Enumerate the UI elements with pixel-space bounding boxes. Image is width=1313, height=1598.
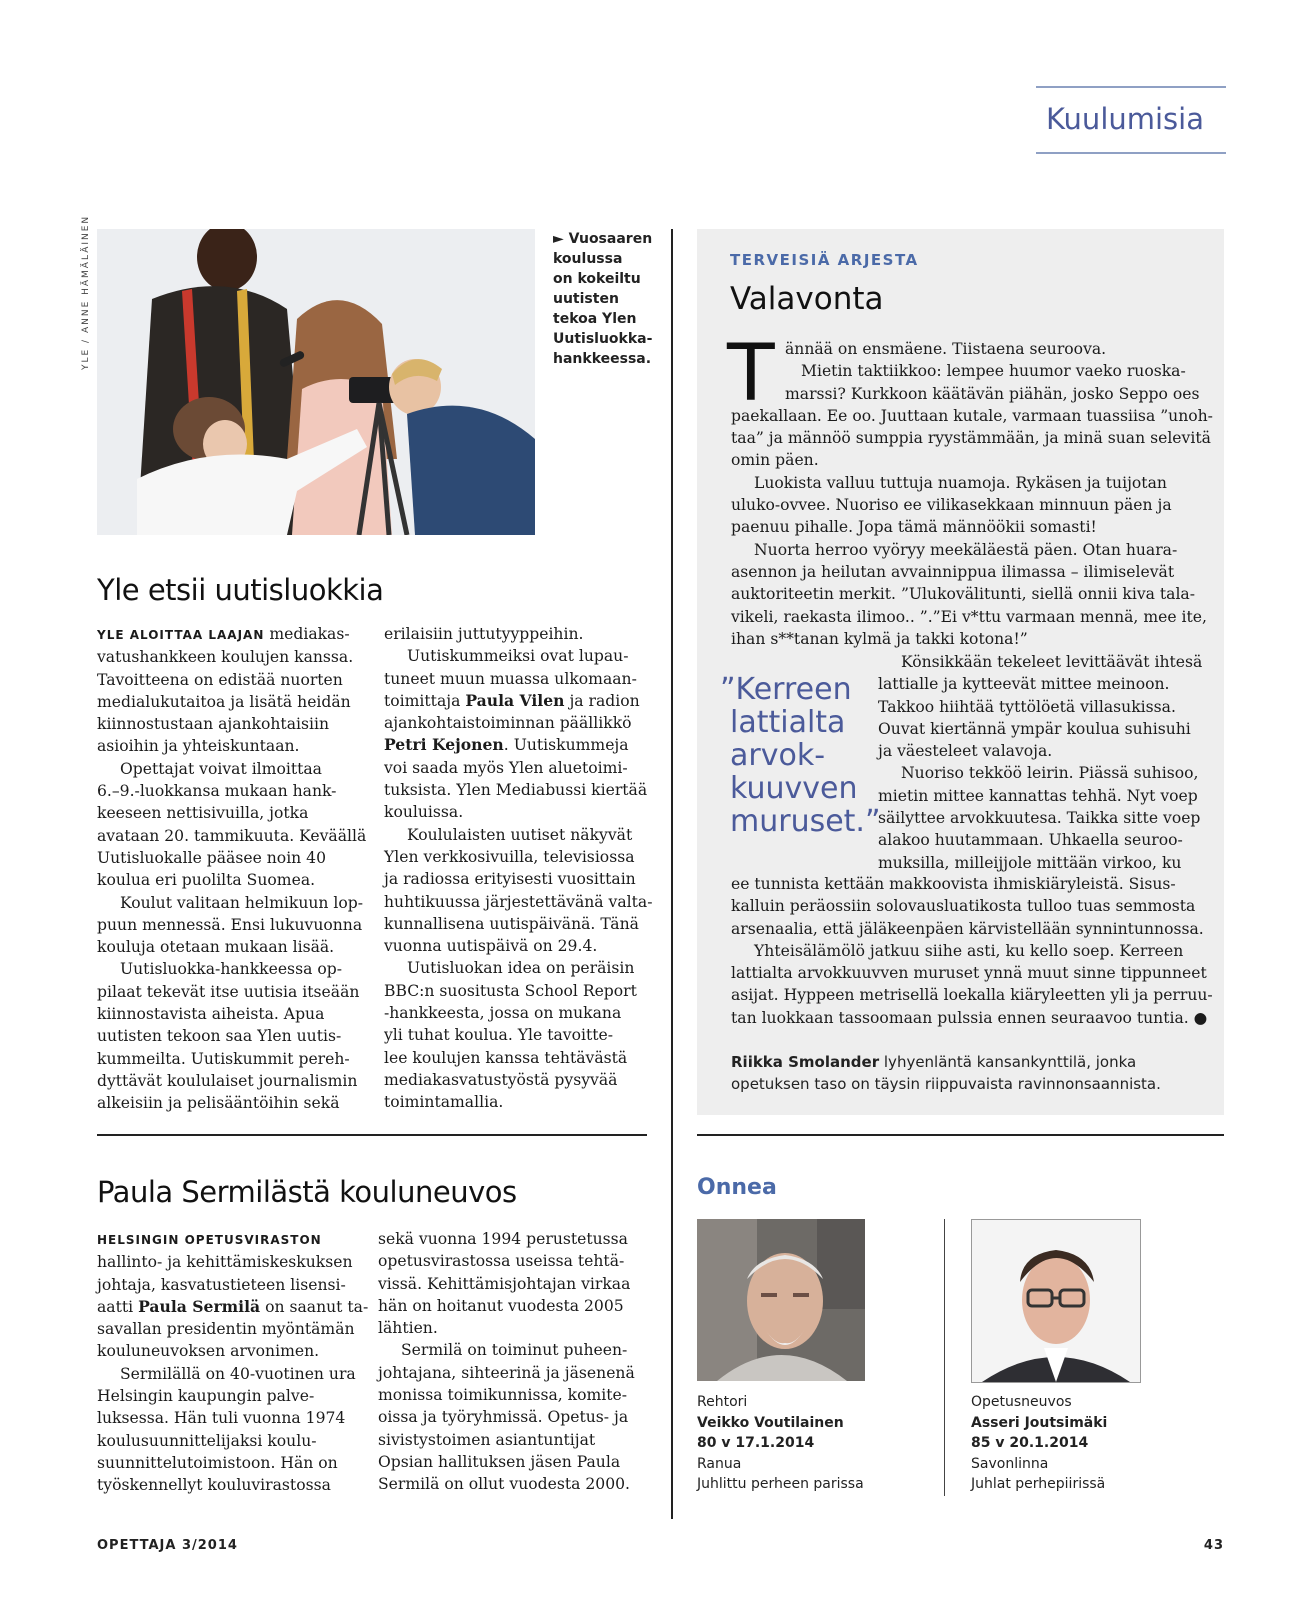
yle-col1-text: kouluja otetaan mukaan lisää. xyxy=(97,938,335,957)
footer-magazine: OPETTAJA 3/2014 xyxy=(97,1538,238,1553)
yle-col2-bold-name: Paula Vilen xyxy=(465,690,565,710)
classroom-illustration xyxy=(97,229,535,535)
onnea-1-age: 80 v 17.1.2014 xyxy=(697,1435,815,1451)
photo-credit-text: YLE / ANNE HÄMÄLÄINEN xyxy=(81,214,91,370)
onnea-2-age: 85 v 20.1.2014 xyxy=(971,1435,1089,1451)
yle-col2-line xyxy=(384,734,652,756)
sermila-col1-line xyxy=(97,1474,368,1496)
yle-col2-text: voi saada myös Ylen aluetoimi- xyxy=(384,758,628,777)
sermila-col2-line xyxy=(378,1362,635,1384)
greeting-top-line: taa” ja männöö sumppia ryystämmään, ja minä suan selevitä xyxy=(731,429,1211,448)
greeting-top-line: Nuorta herroo vyöryy meekäläestä päen. Otan huara- xyxy=(754,540,1178,559)
yle-col2-line xyxy=(384,645,652,667)
onnea-1-place: Ranua xyxy=(697,1455,742,1472)
greeting-top-line: paenuu pihalle. Jopa tämä männöökii somasti! xyxy=(731,518,1097,537)
yle-col2-text: BBC:n suositusta School Report xyxy=(384,981,637,1000)
yle-col2-bold-name: Petri Kejonen xyxy=(384,735,504,755)
yle-col1-line xyxy=(97,780,366,802)
article-sermila-column-1 xyxy=(97,1228,368,1497)
pull-quote xyxy=(720,672,881,839)
sermila-col2-line xyxy=(378,1228,635,1250)
yle-col2-text: tuksista. Ylen Mediabussi kiertää xyxy=(384,781,648,800)
sermila-col2-line xyxy=(378,1295,635,1317)
greeting-wrap-line: alakoo huutammaan. Uhkaella seuroo- xyxy=(878,831,1183,850)
sermila-col2-text: sivistystoimen asiantuntijat xyxy=(378,1430,596,1449)
yle-col1-text: vatushankkeen koulujen kanssa. xyxy=(97,648,354,667)
yle-col1-text: alkeisiin ja pelisääntöihin sekä xyxy=(97,1094,340,1113)
greeting-bottom-line: asijat. Hyppeen metrisellä loekalla kiäryleetten yli ja perruu- xyxy=(731,986,1213,1005)
yle-col1-text: koulua eri puolilta Suomea. xyxy=(97,871,316,890)
greeting-wrap-line: ja väesteleet valavoja. xyxy=(878,742,1053,761)
yle-col2-line xyxy=(384,957,652,979)
yle-col1-line xyxy=(97,691,366,713)
greeting-top-line: Mietin taktiikkoo: lempee huumor vaeko ruoska- xyxy=(801,362,1186,381)
greeting-bottom-line: ee tunnista kettään makkoovista ihmiskiäryleistä. Sisus- xyxy=(731,875,1176,893)
article-headline-sermila: Paula Sermilästä kouluneuvos xyxy=(97,1175,517,1209)
author-bio-line-2: opetuksen taso on täysin riippuvaista ravinnonsaannista. xyxy=(731,1075,1161,1093)
greeting-top-line: uluko-ovvee. Nuoriso ee vilikasekkaan minnuun päen ja xyxy=(731,496,1172,515)
yle-col1-line xyxy=(97,981,366,1003)
greeting-top-line: paekallaan. Ee oo. Juuttaan kutale, varmaan tuassiisa ”unoh- xyxy=(731,406,1213,425)
yle-col2-text: Koululaisten uutiset näkyvät xyxy=(407,825,633,844)
sermila-col1-text: työskennellyt kouluvirastossa xyxy=(97,1476,331,1495)
yle-col1-text: pilaat tekevät itse uutisia itseään xyxy=(97,982,360,1001)
yle-col1-text: Opettajat voivat ilmoittaa xyxy=(120,759,322,778)
section-tag xyxy=(1036,86,1226,154)
author-bio-line-1: lyhyenläntä kansankynttilä, jonka xyxy=(879,1053,1137,1071)
yle-col2-line xyxy=(384,1024,652,1046)
greeting-body-wrap xyxy=(878,651,1202,874)
sermila-col2-text: hän on hoitanut vuodesta 2005 xyxy=(378,1296,624,1315)
yle-col2-text: . Uutiskummeja xyxy=(503,736,629,755)
greeting-wrap-line: säilyttee arvokkuutesa. Taikka sitte voep xyxy=(878,809,1201,828)
sermila-col2-line xyxy=(378,1250,635,1272)
yle-col1-line xyxy=(97,713,366,735)
onnea-2-note: Juhlat perhepiirissä xyxy=(971,1476,1106,1492)
yle-col2-text: kunnallisena uutispäivänä. Tänä xyxy=(384,914,639,933)
classroom-photo xyxy=(97,229,535,535)
article-yle-column-1 xyxy=(97,623,366,1115)
column-divider xyxy=(671,229,673,1519)
yle-col1-text: dyttävät koululaiset journalismin xyxy=(97,1071,358,1090)
sermila-col1-text: savallan presidentin myöntämän xyxy=(97,1320,355,1339)
yle-col1-line xyxy=(97,623,366,646)
yle-col1-text: kiinnostustaan ajankohtaisiin xyxy=(97,715,329,734)
author-name: Riikka Smolander xyxy=(731,1053,880,1071)
yle-col1-text: keeseen nettisivuilla, jotka xyxy=(97,804,309,823)
pull-quote-line: lattialta xyxy=(730,705,846,740)
yle-col1-text: 6.–9.-luokkansa mukaan hank- xyxy=(97,782,337,801)
greeting-top-line: omin päen. xyxy=(731,451,819,470)
greeting-top-line: ihan s**tanan kylmä ja takki kotona!” xyxy=(731,629,1028,648)
yle-col1-line xyxy=(97,758,366,780)
portrait-2-image xyxy=(972,1220,1140,1382)
sermila-col2-text: Sermilä on ollut vuodesta 2000. xyxy=(378,1475,631,1494)
yle-col1-text: kummeilta. Uutiskummit pereh- xyxy=(97,1049,350,1068)
yle-col1-text: Tavoitteena on edistää nuorten xyxy=(97,670,343,689)
yle-col1-line xyxy=(97,892,366,914)
sermila-col1-text: Helsingin kaupungin palve- xyxy=(97,1387,315,1406)
yle-col1-text: mediakas- xyxy=(264,625,350,643)
yle-col1-line xyxy=(97,1070,366,1092)
sermila-col1-text: kouluneuvoksen arvonimen. xyxy=(97,1342,320,1361)
greeting-wrap-line: Könsikkään tekeleet levittäävät ihtesä xyxy=(901,653,1203,671)
rule-right xyxy=(697,1134,1224,1136)
yle-col2-text: kouluissa. xyxy=(384,803,464,822)
pull-quote-line: kuuvven xyxy=(730,771,858,806)
footer-page-number: 43 xyxy=(1203,1538,1224,1553)
yle-col2-text: Uutiskummeiksi ovat lupau- xyxy=(407,647,629,666)
sermila-col1-line xyxy=(97,1430,368,1452)
yle-col2-line xyxy=(384,801,652,823)
yle-col1-line xyxy=(97,936,366,958)
onnea-divider xyxy=(944,1219,945,1496)
yle-col1-line xyxy=(97,646,366,668)
sermila-col2-line xyxy=(378,1273,635,1295)
photo-caption-line: on kokeiltu xyxy=(553,271,641,287)
yle-col1-text: uutisten tekoon saa Ylen uutis- xyxy=(97,1027,342,1046)
yle-col2-text: yli tuhat koulua. Yle tavoitte- xyxy=(384,1026,613,1045)
onnea-1-title: Rehtori xyxy=(697,1394,748,1410)
yle-col2-line xyxy=(384,757,652,779)
photo-caption-line: ► Vuosaaren xyxy=(553,231,653,247)
onnea-2-place: Savonlinna xyxy=(971,1455,1049,1472)
pull-quote-line: muruset.” xyxy=(730,804,881,839)
greeting-wrap-line: mietin mittee kannattas tehhä. Nyt voep xyxy=(878,786,1198,805)
yle-col2-text: Uutisluokan idea on peräisin xyxy=(407,959,635,978)
yle-col1-line xyxy=(97,735,366,757)
greeting-top-line: ännää on ensmäene. Tiistaena seuroova. xyxy=(785,340,1107,358)
yle-col1-line xyxy=(97,669,366,691)
yle-col1-line xyxy=(97,1092,366,1114)
author-bio xyxy=(731,1051,1161,1095)
greeting-wrap-line: Ouvat kiertännä ympär koulua suhisuhi xyxy=(878,719,1191,738)
greeting-top-line: auktoriteetin merkit. ”Ulukovälitunti, siellä onnii kiva tala- xyxy=(731,585,1195,604)
photo-caption-line: hankkeessa. xyxy=(553,351,652,367)
greeting-top-line: vikeli, raekasta ilimoo.. ”.”Ei v*ttu varmaan mennä, mee ite, xyxy=(731,607,1207,626)
greeting-body-top xyxy=(731,338,1213,650)
sermila-col1-line xyxy=(97,1363,368,1385)
yle-col1-line xyxy=(97,1003,366,1025)
sermila-col2-line xyxy=(378,1451,635,1473)
sermila-col1-line xyxy=(97,1385,368,1407)
photo-caption-line: koulussa xyxy=(553,251,623,267)
yle-col2-text: erilaisiin juttutyyppeihin. xyxy=(384,625,584,643)
yle-col1-text: avataan 20. tammikuuta. Keväällä xyxy=(97,826,367,845)
greeting-title: Valavonta xyxy=(730,281,884,317)
greeting-body-bottom xyxy=(731,873,1213,1029)
yle-col2-text: ajankohtaistoiminnan päällikkö xyxy=(384,714,632,733)
sermila-col2-line xyxy=(378,1429,635,1451)
yle-col1-text: Uutisluokka-hankkeessa op- xyxy=(120,960,342,979)
yle-col2-text: -hankkeesta, jossa on mukana xyxy=(384,1004,622,1023)
yle-col2-text: mediakasvatustyöstä pysyvää xyxy=(384,1070,618,1089)
sermila-col2-text: lähtien. xyxy=(378,1319,438,1338)
greeting-kicker: TERVEISIÄ ARJESTA xyxy=(730,251,919,269)
greeting-wrap-line: Takkoo hiihtää tyttölöetä villasukissa. xyxy=(878,697,1176,716)
yle-col2-line xyxy=(384,846,652,868)
onnea-card-1 xyxy=(697,1392,864,1495)
greeting-bottom-line: lattialta arvokkuuvven muruset ynnä muut sinne tippunneet xyxy=(731,964,1207,983)
sermila-col2-line xyxy=(378,1473,635,1495)
greeting-top-line: marssi? Kurkkoon käätävän piähän, josko Seppo oes xyxy=(785,384,1200,403)
article-headline-yle: Yle etsii uutisluokkia xyxy=(97,573,384,607)
sermila-col1-line xyxy=(97,1228,368,1251)
yle-col1-text: kiinnostavista aiheista. Apua xyxy=(97,1005,325,1024)
sermila-col2-text: oissa ja työryhmissä. Opetus- ja xyxy=(378,1408,629,1427)
portrait-veikko-voutilainen xyxy=(697,1219,865,1381)
yle-col2-line xyxy=(384,779,652,801)
yle-col2-text: vuonna uutispäivä on 29.4. xyxy=(384,937,598,956)
photo-caption-line: uutisten xyxy=(553,291,619,307)
yle-col2-text: ja radiossa erityisesti vuosittain xyxy=(384,870,636,889)
yle-col2-line xyxy=(384,824,652,846)
yle-col1-line xyxy=(97,914,366,936)
yle-col2-text: toimintamallia. xyxy=(384,1093,504,1112)
yle-col1-line xyxy=(97,825,366,847)
greeting-top-line: Luokista valluu tuttuja nuamoja. Rykäsen ja tuijotan xyxy=(754,473,1167,492)
sermila-col1-lead-in: HELSINGIN OPETUSVIRASTON xyxy=(97,1233,322,1247)
onnea-2-name: Asseri Joutsimäki xyxy=(971,1414,1108,1431)
yle-col1-text: Uutisluokalle pääsee noin 40 xyxy=(97,848,327,867)
yle-col1-text: medialukutaitoa ja lisätä heidän xyxy=(97,692,351,711)
greeting-top-line: asennon ja heilutan avvainnippua ilimassa – ilimiselevät xyxy=(731,562,1175,581)
sermila-col1-text: suunnittelutoimistoon. Hän on xyxy=(97,1453,338,1472)
yle-col1-text: puun mennessä. Ensi lukuvuonna xyxy=(97,915,363,934)
yle-col2-text: huhtikuussa järjestettävänä valta- xyxy=(384,892,653,911)
yle-col1-line xyxy=(97,958,366,980)
yle-col1-line xyxy=(97,1025,366,1047)
greeting-bottom-line: kalluin peräossiin solovausluatikosta tulloo tuas semmosta xyxy=(731,897,1196,916)
yle-col2-line xyxy=(384,690,652,712)
sermila-col2-text: vissä. Kehittämisjohtajan virkaa xyxy=(378,1274,631,1293)
pull-quote-line: ”Kerreen xyxy=(720,672,852,707)
sermila-col2-line xyxy=(378,1406,635,1428)
onnea-1-note: Juhlittu perheen parissa xyxy=(697,1476,864,1492)
portrait-asseri-joutsimaki xyxy=(971,1219,1141,1383)
yle-col2-line xyxy=(384,623,652,645)
article-sermila-column-2 xyxy=(378,1228,635,1496)
yle-col2-text: toimittaja xyxy=(384,691,466,710)
yle-col1-line xyxy=(97,869,366,891)
sermila-col2-text: opetusvirastossa useissa tehtä- xyxy=(378,1252,625,1271)
rule-left xyxy=(97,1134,647,1136)
photo-caption-line: Uutisluokka- xyxy=(553,331,653,347)
greeting-bottom-line: tan luokkaan tassoomaan pulssia ennen seuraavoo tuntia. ● xyxy=(731,1008,1208,1027)
portrait-1-image xyxy=(697,1219,865,1381)
sermila-col1-line xyxy=(97,1274,368,1296)
yle-col2-text: ja radion xyxy=(564,691,640,710)
yle-col2-text: tuneet muun muassa ulkomaan- xyxy=(384,669,637,688)
sermila-col1-text: johtaja, kasvatustieteen lisensi- xyxy=(97,1275,346,1294)
yle-col2-text: Ylen verkkosivuilla, televisiossa xyxy=(384,847,635,866)
sermila-col2-text: sekä vuonna 1994 perustetussa xyxy=(378,1230,628,1248)
yle-col1-lead-in: YLE ALOITTAA LAAJAN xyxy=(97,628,265,642)
yle-col2-line xyxy=(384,891,652,913)
sermila-col1-bold-name: Paula Sermilä xyxy=(138,1296,261,1316)
onnea-heading: Onnea xyxy=(697,1175,777,1200)
sermila-col1-text: aatti xyxy=(97,1297,139,1316)
yle-col1-text: Koulut valitaan helmikuun lop- xyxy=(120,893,364,912)
greeting-bottom-line: Yhteisälämölö jatkuu siihe asti, ku kello soep. Kerreen xyxy=(754,941,1184,960)
sermila-col1-text: luksessa. Hän tuli vuonna 1974 xyxy=(97,1409,346,1428)
sermila-col1-text: on saanut ta- xyxy=(260,1297,369,1316)
yle-col2-line xyxy=(384,868,652,890)
yle-col2-line xyxy=(384,1091,652,1113)
sermila-col1-text: hallinto- ja kehittämiskeskuksen xyxy=(97,1253,353,1272)
sermila-col2-line xyxy=(378,1339,635,1361)
sermila-col2-line xyxy=(378,1317,635,1339)
sermila-col1-text: Sermilällä on 40-vuotinen ura xyxy=(120,1364,356,1383)
sermila-col2-text: Opsian hallituksen jäsen Paula xyxy=(378,1452,621,1471)
sermila-col1-line xyxy=(97,1296,368,1318)
sermila-col2-text: monissa toimikunnissa, komite- xyxy=(378,1386,628,1405)
onnea-1-name: Veikko Voutilainen xyxy=(697,1414,844,1431)
photo-credit xyxy=(79,214,91,378)
greeting-wrap-line: Nuoriso tekköö leirin. Piässä suhisoo, xyxy=(901,764,1199,783)
yle-col1-line xyxy=(97,1048,366,1070)
yle-col2-line xyxy=(384,712,652,734)
yle-col1-text: asioihin ja yhteiskuntaan. xyxy=(97,737,300,756)
sermila-col1-line xyxy=(97,1318,368,1340)
yle-col2-line xyxy=(384,935,652,957)
greeting-wrap-line: muksilla, milleijjole mittään virkoo, ku xyxy=(878,853,1182,872)
yle-col2-line xyxy=(384,913,652,935)
sermila-col2-line xyxy=(378,1384,635,1406)
yle-col1-line xyxy=(97,802,366,824)
sermila-col2-text: johtajana, sihteerinä ja jäsenenä xyxy=(378,1363,635,1382)
greeting-wrap-line: lattialle ja kytteevät mittee meinoon. xyxy=(878,675,1170,694)
yle-col2-line xyxy=(384,668,652,690)
yle-col2-line xyxy=(384,1069,652,1091)
yle-col2-line xyxy=(384,1047,652,1069)
sermila-col1-line xyxy=(97,1251,368,1273)
drop-cap: T xyxy=(727,329,775,419)
yle-col2-line xyxy=(384,1002,652,1024)
pull-quote-line: arvok- xyxy=(730,738,826,773)
onnea-2-title: Opetusneuvos xyxy=(971,1394,1072,1410)
sermila-col1-line xyxy=(97,1340,368,1362)
sermila-col1-line xyxy=(97,1407,368,1429)
sermila-col1-text: koulusuunnittelijaksi koulu- xyxy=(97,1431,317,1450)
greeting-bottom-line: arsenaalia, että jäläkeenpäen kärvistellään synnintunnossa. xyxy=(731,919,1204,938)
photo-caption-line: tekoa Ylen xyxy=(553,311,637,327)
yle-col2-text: lee koulujen kanssa tehtävästä xyxy=(384,1048,628,1067)
article-yle-column-2 xyxy=(384,623,652,1114)
yle-col2-line xyxy=(384,980,652,1002)
section-tag-label: Kuulumisia xyxy=(1045,102,1204,136)
photo-caption xyxy=(553,229,668,369)
onnea-card-2 xyxy=(971,1392,1107,1495)
sermila-col1-line xyxy=(97,1452,368,1474)
yle-col1-line xyxy=(97,847,366,869)
sermila-col2-text: Sermilä on toiminut puheen- xyxy=(401,1341,628,1360)
